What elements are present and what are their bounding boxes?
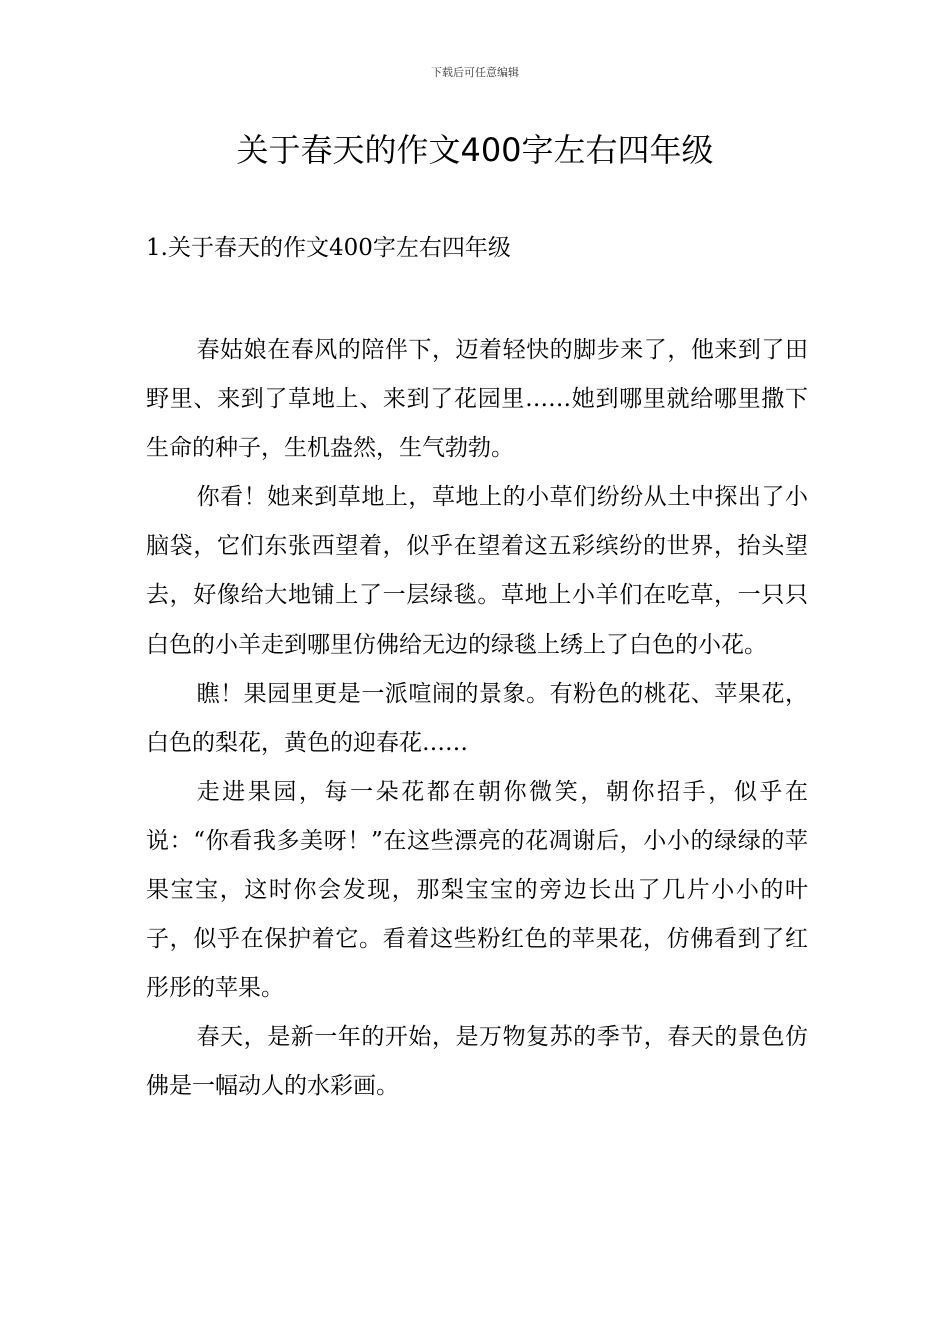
paragraph-1: 春姑娘在春风的陪伴下，迈着轻快的脚步来了，他来到了田野里、来到了草地上、来到了花园里……她到哪里就给哪里撒下生命的种子，生机盎然，生气勃勃。 (146, 337, 808, 462)
body-text (146, 326, 808, 1112)
header-note: 下载后可任意编辑 (431, 66, 519, 79)
document-title: 关于春天的作文400字左右四年级 (236, 131, 714, 169)
paragraph-3: 瞧！果园里更是一派喧闹的景象。有粉色的桃花、苹果花，白色的梨花，黄色的迎春花…… (146, 680, 808, 756)
paragraph-2: 你看！她来到草地上，草地上的小草们纷纷从土中探出了小脑袋，它们东张西望着，似乎在望着这五彩缤纷的世界，抬头望去，好像给大地铺上了一层绿毯。草地上小羊们在吃草，一只只白色的小羊走到哪里仿佛给无边的绿毯上绣上了白色的小花。 (146, 484, 808, 658)
paragraph-5: 春天，是新一年的开始，是万物复苏的季节，春天的景色仿佛是一幅动人的水彩画。 (146, 1024, 808, 1100)
section-heading: 1.关于春天的作文400字左右四年级 (146, 235, 511, 261)
paragraph-4: 走进果园，每一朵花都在朝你微笑，朝你招手，似乎在说：“你看我多美呀！”在这些漂亮的花凋谢后，小小的绿绿的苹果宝宝，这时你会发现，那梨宝宝的旁边长出了几片小小的叶子，似乎在保护着它。看着这些粉红色的苹果花，仿佛看到了红彤彤的苹果。 (146, 778, 808, 1002)
